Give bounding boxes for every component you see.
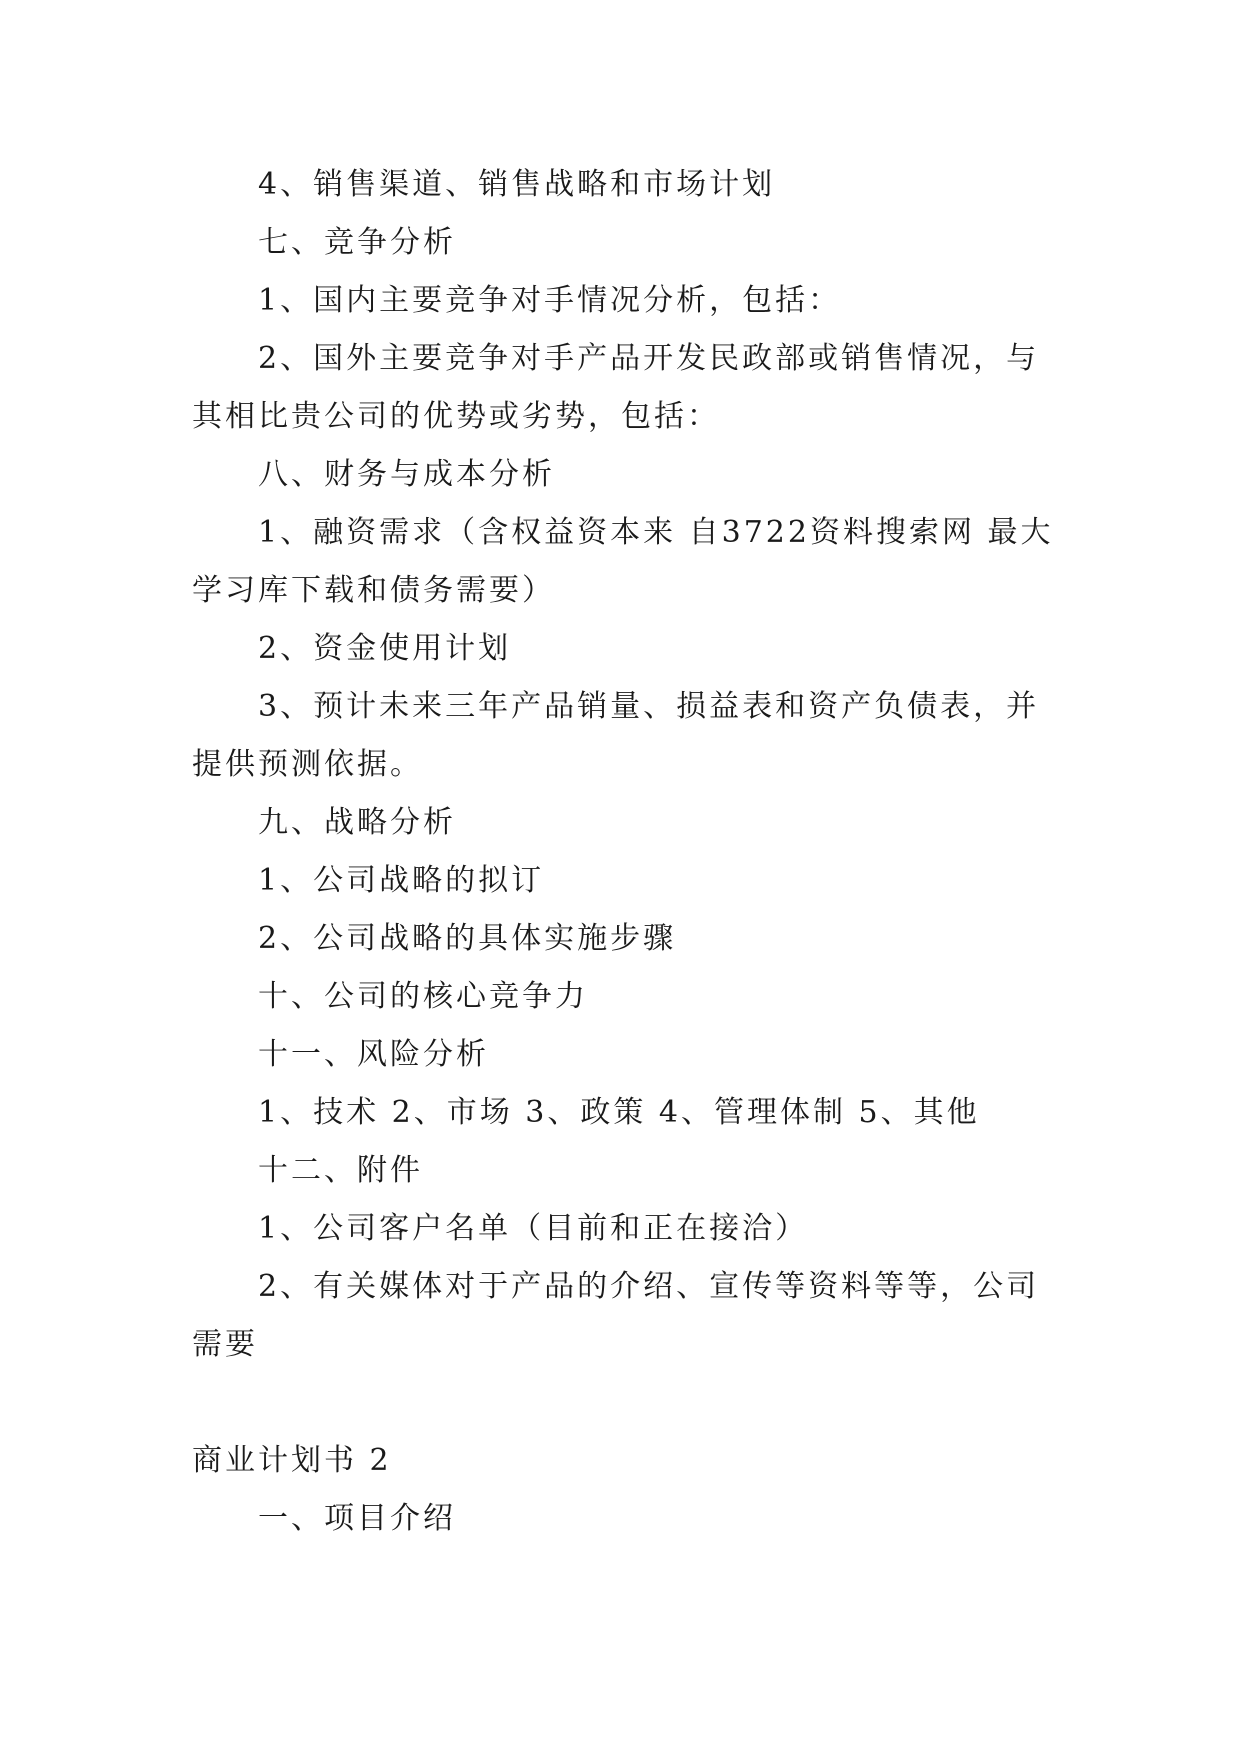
section-heading: 七、竞争分析	[258, 225, 456, 260]
text-line: 2、资金使用计划	[258, 631, 512, 666]
text-line: 学习库下载和债务需要）	[192, 573, 555, 608]
text-line: 2、国外主要竞争对手产品开发民政部或销售情况，与	[258, 341, 1040, 376]
section-heading: 十二、附件	[258, 1153, 423, 1188]
section-heading: 一、项目介绍	[258, 1501, 456, 1536]
text-line: 提供预测依据。	[192, 747, 423, 782]
section-heading: 十、公司的核心竞争力	[258, 979, 588, 1014]
document-title: 商业计划书 2	[192, 1443, 392, 1478]
text-line: 1、技术 2、市场 3、政策 4、管理体制 5、其他	[258, 1095, 980, 1130]
text-line: 1、国内主要竞争对手情况分析，包括：	[258, 283, 842, 318]
text-line: 2、有关媒体对于产品的介绍、宣传等资料等等，公司	[258, 1269, 1040, 1304]
text-line: 2、公司战略的具体实施步骤	[258, 921, 677, 956]
text-line: 1、公司战略的拟订	[258, 863, 545, 898]
section-heading: 九、战略分析	[258, 805, 456, 840]
text-line: 4、销售渠道、销售战略和市场计划	[258, 167, 776, 202]
text-line: 1、公司客户名单（目前和正在接洽）	[258, 1211, 809, 1246]
section-heading: 八、财务与成本分析	[258, 457, 555, 492]
text-line: 3、预计未来三年产品销量、损益表和资产负债表，并	[258, 689, 1040, 724]
text-line: 1、融资需求（含权益资本来 自3722资料搜索网 最大	[258, 515, 1054, 550]
text-line: 需要	[192, 1327, 258, 1362]
text-line: 其相比贵公司的优势或劣势，包括：	[192, 399, 720, 434]
section-heading: 十一、风险分析	[258, 1037, 489, 1072]
